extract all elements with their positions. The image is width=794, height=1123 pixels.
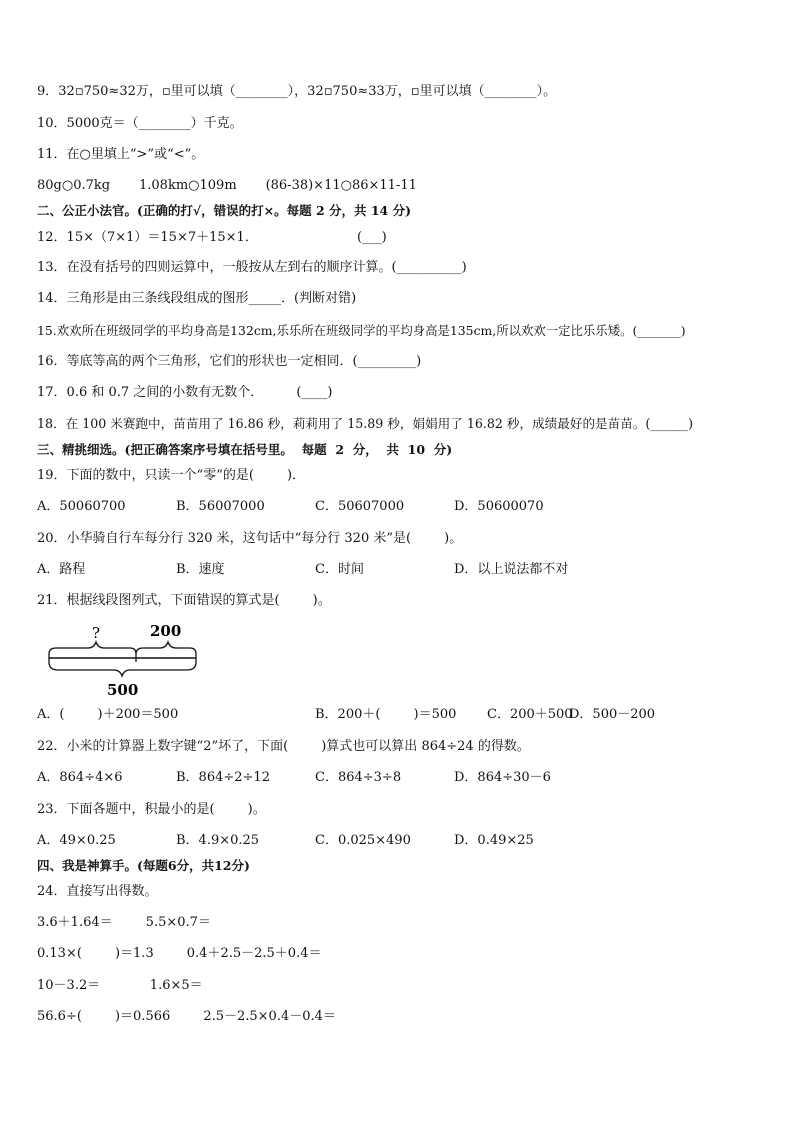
section-2-heading: 二、公正小法官。(正确的打√，错误的打×。每题 2 分，共 14 分) [37, 203, 412, 218]
option-b[interactable]: B．864÷2÷12 [176, 770, 270, 785]
option-a[interactable]: A．50060700 [37, 499, 126, 514]
question-17: 17．0.6 和 0.7 之间的小数有无数个． (____) [37, 385, 333, 400]
calc-row-2: 0.13×( )＝1.3 0.4＋2.5－2.5＋0.4＝ [37, 946, 322, 961]
option-b[interactable]: B．200＋( )＝500 [315, 707, 457, 722]
unknown-brace [49, 642, 136, 654]
question-11: 11．在○里填上“>”或“<”。 [37, 147, 205, 162]
question-20: 20．小华骑自行车每分行 320 米，这句话中“每分行 320 米”是( )。 [37, 531, 463, 546]
question-23: 23．下面各题中，积最小的是( )。 [37, 802, 266, 817]
question-24: 24．直接写出得数。 [37, 884, 158, 899]
question-16: 16．等底等高的两个三角形，它们的形状也一定相同．(_________) [37, 354, 422, 369]
unknown-label: ? [92, 624, 101, 642]
option-d[interactable]: D．以上说法都不对 [454, 562, 569, 577]
question-12: 12．15×（7×1）＝15×7＋15×1． (___) [37, 230, 387, 245]
option-d[interactable]: D．500－200 [569, 707, 656, 722]
option-b[interactable]: B．4.9×0.25 [176, 833, 260, 848]
question-15: 15.欢欢所在班级同学的平均身高是132cm,乐乐所在班级同学的平均身高是135cm,所以欢欢一定比乐乐矮。(_______) [37, 323, 686, 338]
option-c[interactable]: C．864÷3÷8 [315, 770, 402, 785]
option-c[interactable]: C．50607000 [315, 499, 405, 514]
calc-row-4: 56.6÷( )＝0.566 2.5－2.5×0.4－0.4＝ [37, 1009, 336, 1024]
section-4-heading: 四、我是神算手。(每题6分，共12分) [37, 858, 250, 873]
option-c[interactable]: C．0.025×490 [315, 833, 411, 848]
total-label: 500 [107, 681, 139, 699]
calc-row-3: 10－3.2＝ 1.6×5＝ [37, 978, 203, 993]
total-brace [49, 662, 196, 676]
option-b[interactable]: B．速度 [176, 562, 225, 577]
question-22: 22．小米的计算器上数字键“2”坏了，下面( )算式也可以算出 864÷24 的得数。 [37, 739, 530, 754]
option-a[interactable]: A．864÷4×6 [37, 770, 123, 785]
option-d[interactable]: D．0.49×25 [454, 833, 534, 848]
question-9: 9．32▫750≈32万，▫里可以填（________），32▫750≈33万，▫里可以填（________）。 [37, 84, 557, 99]
question-18: 18．在 100 米赛跑中，苗苗用了 16.86 秒，莉莉用了 15.89 秒，娟娟用了 16.82 秒，成绩最好的是苗苗。(______) [37, 416, 694, 431]
option-c[interactable]: C．时间 [315, 562, 364, 577]
segment-diagram [44, 618, 204, 700]
calc-row-1: 3.6＋1.64＝ 5.5×0.7＝ [37, 915, 211, 930]
question-14: 14．三角形是由三条线段组成的图形_____．(判断对错) [37, 291, 357, 306]
option-b[interactable]: B．56007000 [176, 499, 265, 514]
option-a[interactable]: A．49×0.25 [37, 833, 116, 848]
option-c[interactable]: C．200＋500 [487, 707, 573, 722]
part-brace [136, 642, 196, 654]
option-a[interactable]: A．路程 [37, 562, 86, 577]
question-13: 13．在没有括号的四则运算中，一般按从左到右的顺序计算。(__________) [37, 260, 467, 275]
section-3-heading: 三、精挑细选。(把正确答案序号填在括号里。 每题 2 分， 共 10 分) [37, 442, 453, 457]
option-a[interactable]: A．( )＋200＝500 [37, 707, 179, 722]
question-11-items: 80g○0.7kg 1.08km○109m (86-38)×11○86×11-11 [37, 178, 417, 193]
option-d[interactable]: D．864÷30－6 [454, 770, 551, 785]
question-19: 19．下面的数中，只读一个“零”的是( )． [37, 468, 306, 483]
option-d[interactable]: D．50600070 [454, 499, 544, 514]
question-10: 10．5000克＝（________）千克。 [37, 116, 243, 131]
part-label: 200 [150, 622, 182, 640]
question-21: 21．根据线段图列式，下面错误的算式是( )。 [37, 593, 331, 608]
